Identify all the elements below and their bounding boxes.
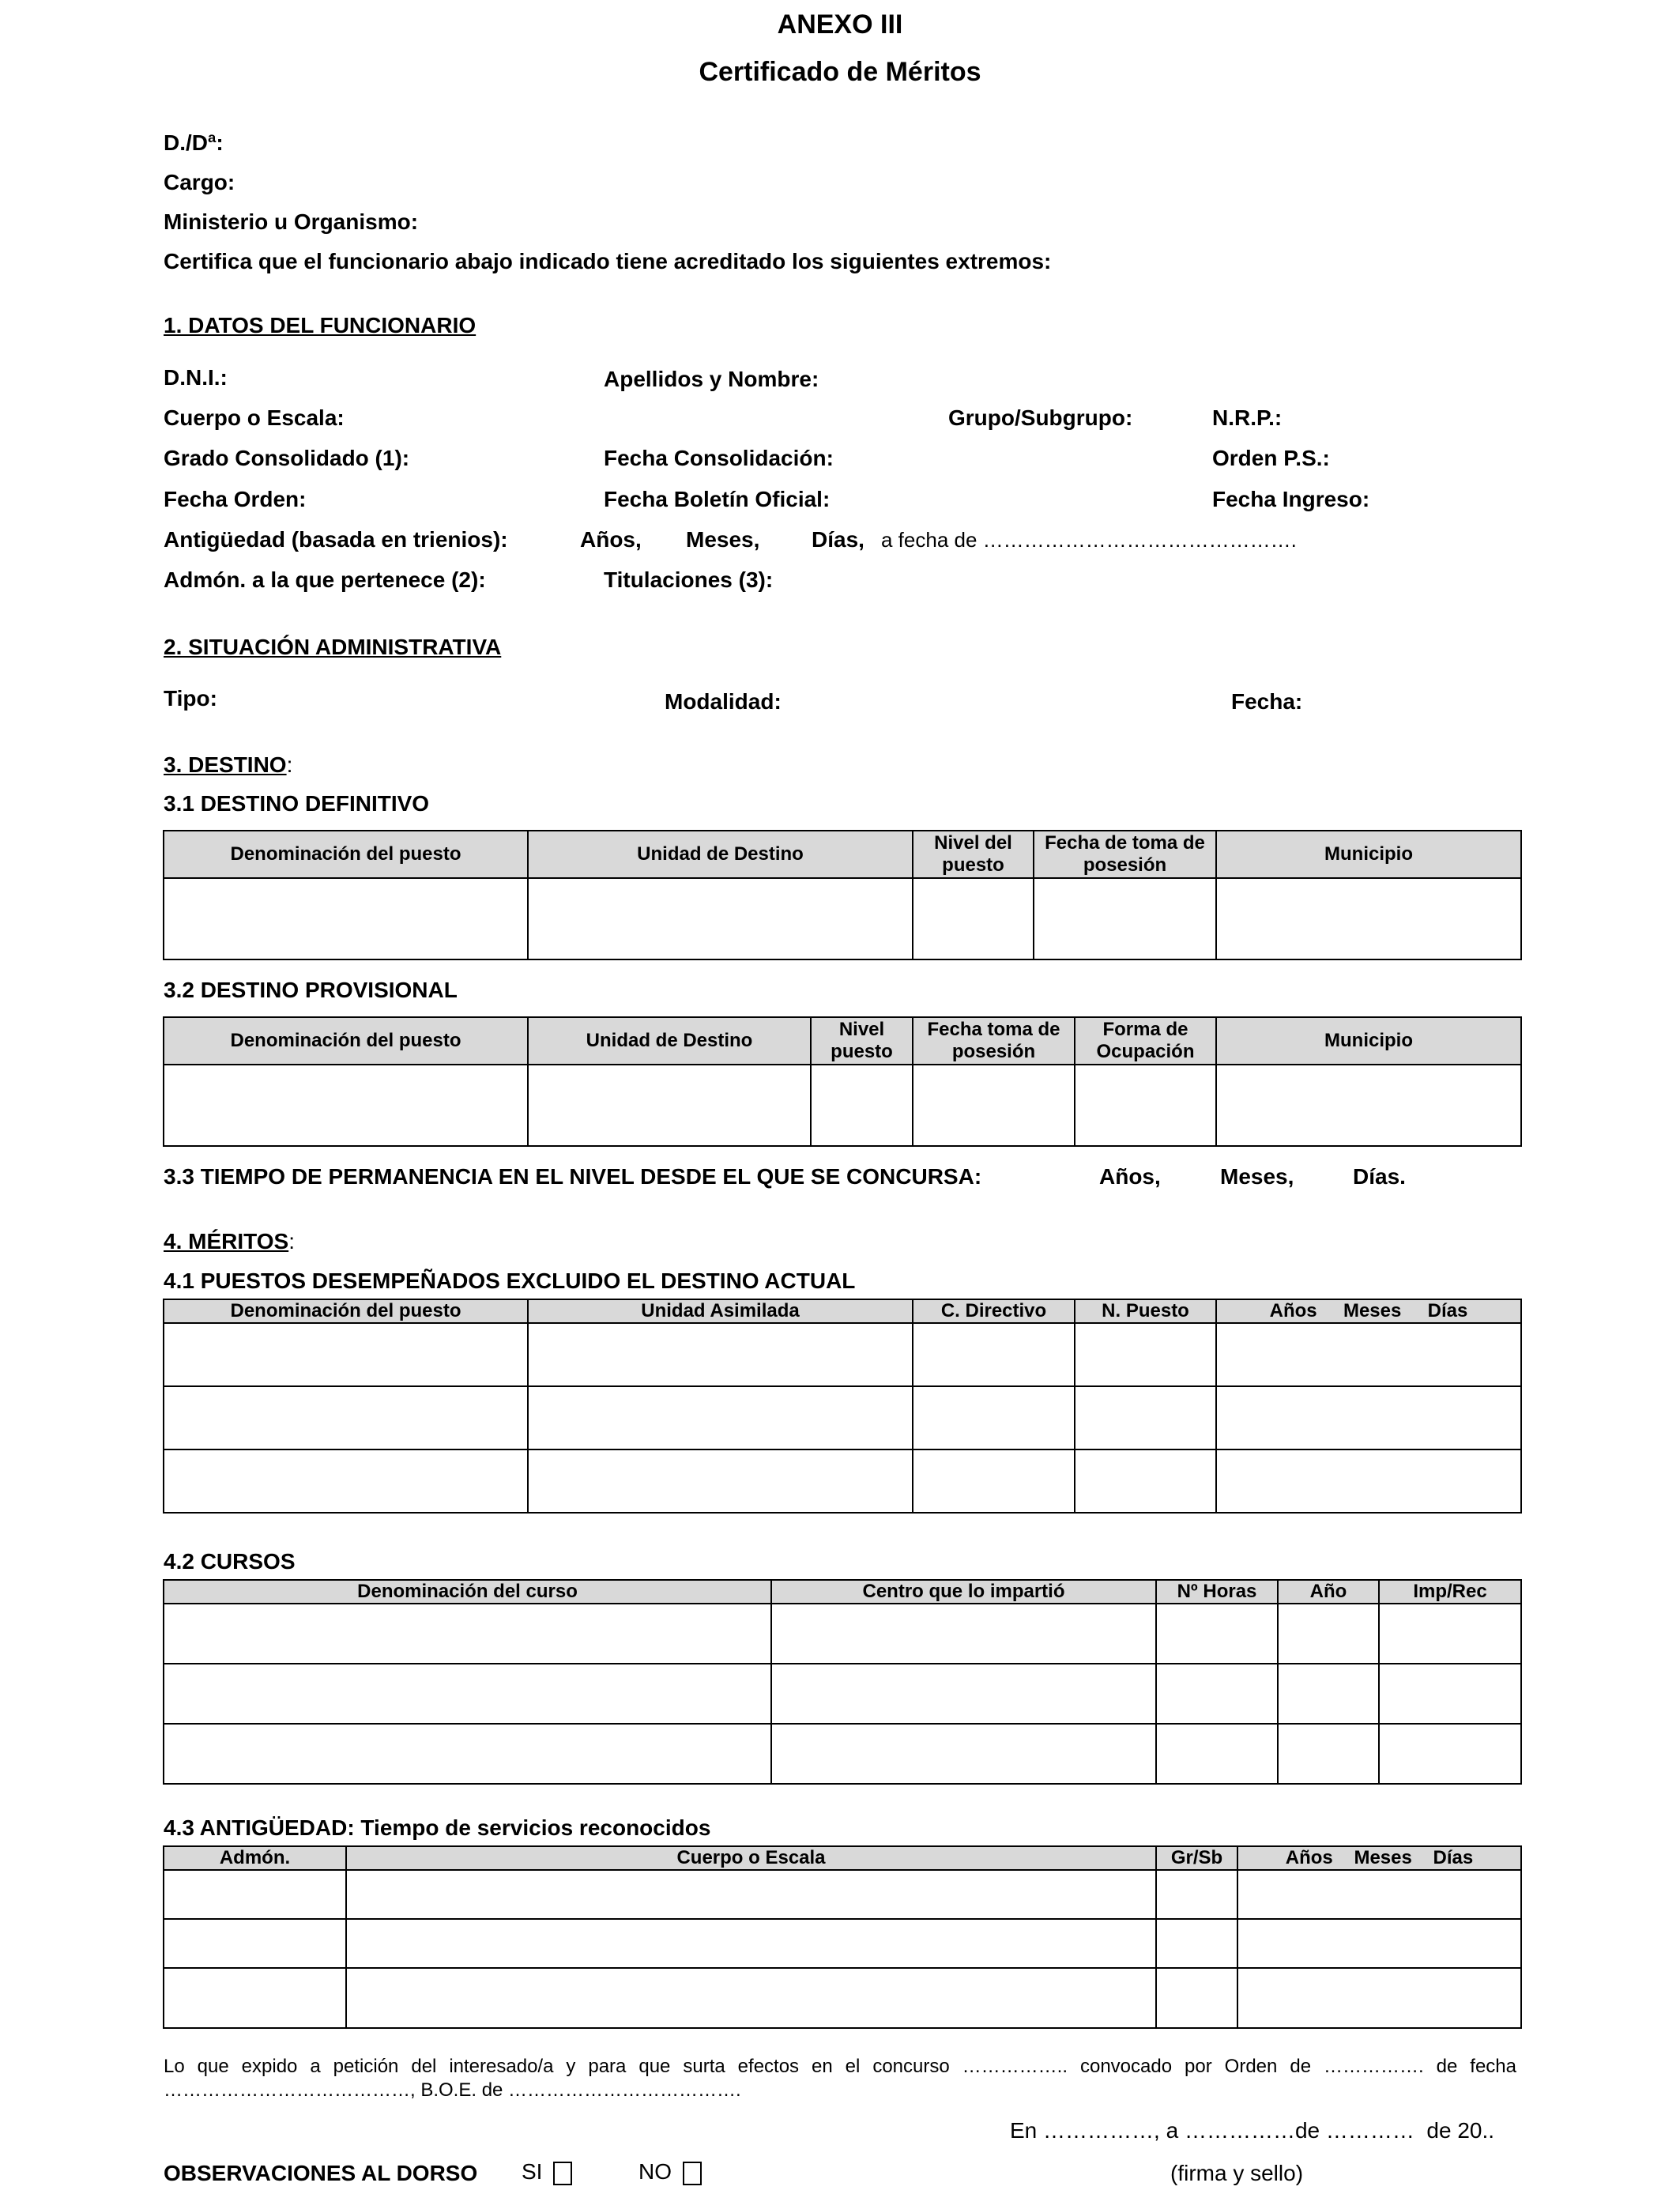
col-municipio: Municipio <box>1216 1017 1521 1065</box>
antiguedad-heading <box>164 1815 710 1841</box>
table-row[interactable] <box>164 1664 1521 1724</box>
a-fecha-de: a fecha de ………………………………………. <box>881 528 1297 552</box>
col-unidad-destino: Unidad de Destino <box>528 831 913 878</box>
cell[interactable] <box>913 878 1034 959</box>
destino-definitivo-table <box>163 830 1522 960</box>
cell[interactable] <box>1278 1664 1379 1724</box>
cell[interactable] <box>1216 1065 1521 1146</box>
col-anos-meses-dias: Años Meses Días <box>1237 1846 1521 1870</box>
antiguedad-dias: Días, <box>812 527 864 552</box>
table-row[interactable] <box>164 1968 1521 2028</box>
cell[interactable] <box>771 1724 1156 1784</box>
cell[interactable] <box>771 1664 1156 1724</box>
col-nivel: Nivel del puesto <box>913 831 1034 878</box>
dd-label: D./Dª: <box>164 130 224 155</box>
no-label: NO <box>638 2159 672 2184</box>
cell[interactable] <box>1156 1604 1278 1664</box>
cell[interactable] <box>1379 1664 1521 1724</box>
antiguedad-anos: Años, <box>580 527 642 552</box>
cell[interactable] <box>1379 1724 1521 1784</box>
col-ano: Año <box>1278 1580 1379 1604</box>
cell[interactable] <box>528 1065 811 1146</box>
table-row[interactable] <box>164 1724 1521 1784</box>
certification-paragraph: Lo que expido a petición del interesado/a y para que surta efectos en el concurso …………….. convocado por Orden de ……………. de fecha …………………………………, B.O.E. de ………………………………. <box>164 2056 1516 2101</box>
cell[interactable] <box>1237 1870 1521 1919</box>
destino-provisional-heading: 3.2 DESTINO PROVISIONAL <box>164 978 458 1002</box>
cell[interactable] <box>164 1065 528 1146</box>
antiguedad-label: Antigüedad (basada en trienios): <box>164 527 508 552</box>
col-imp-rec: Imp/Rec <box>1379 1580 1521 1604</box>
cell[interactable] <box>771 1604 1156 1664</box>
table-row[interactable] <box>164 1386 1521 1449</box>
cargo-label: Cargo: <box>164 170 235 194</box>
cell[interactable] <box>164 1664 771 1724</box>
permanencia-dias: Días. <box>1353 1164 1406 1189</box>
section-3-heading-text: 3. DESTINO <box>164 752 287 777</box>
cell[interactable] <box>1034 878 1216 959</box>
cell[interactable] <box>164 1604 771 1664</box>
col-gr-sb: Gr/Sb <box>1156 1846 1237 1870</box>
certifica-text: Certifica que el funcionario abajo indicado tiene acreditado los siguientes extremos: <box>164 249 1052 273</box>
cell[interactable] <box>1075 1449 1216 1513</box>
tiempo-permanencia-label: 3.3 TIEMPO DE PERMANENCIA EN EL NIVEL DESDE EL QUE SE CONCURSA: <box>164 1164 982 1189</box>
col-admon: Admón. <box>164 1846 346 1870</box>
antiguedad-heading-rest: Tiempo de servicios reconocidos <box>354 1815 711 1840</box>
table-row[interactable] <box>164 878 1521 959</box>
section-3-heading <box>164 752 292 778</box>
permanencia-meses: Meses, <box>1220 1164 1294 1189</box>
col-denominacion-curso: Denominación del curso <box>164 1580 771 1604</box>
nrp-label: N.R.P.: <box>1212 405 1283 430</box>
fecha-boletin-label: Fecha Boletín Oficial: <box>604 487 831 511</box>
cell[interactable] <box>1156 1968 1237 2028</box>
cell[interactable] <box>913 1065 1075 1146</box>
antiguedad-table <box>163 1845 1522 2029</box>
col-centro: Centro que lo impartió <box>771 1580 1156 1604</box>
cuerpo-label: Cuerpo o Escala: <box>164 405 345 430</box>
document-title: Certificado de Méritos <box>699 57 981 87</box>
col-cuerpo-escala: Cuerpo o Escala <box>346 1846 1156 1870</box>
observaciones-label: OBSERVACIONES AL DORSO <box>164 2161 478 2185</box>
cell[interactable] <box>164 1323 528 1386</box>
cell[interactable] <box>346 1968 1156 2028</box>
col-forma-ocupacion: Forma de Ocupación <box>1075 1017 1216 1065</box>
destino-definitivo-heading: 3.1 DESTINO DEFINITIVO <box>164 791 430 816</box>
table-row[interactable] <box>164 1870 1521 1919</box>
col-unidad-asimilada: Unidad Asimilada <box>528 1299 913 1323</box>
ministerio-label: Ministerio u Organismo: <box>164 209 419 234</box>
cell[interactable] <box>1278 1604 1379 1664</box>
modalidad-label: Modalidad: <box>665 689 782 714</box>
permanencia-anos: Años, <box>1099 1164 1161 1189</box>
cell[interactable] <box>164 1449 528 1513</box>
admon-label: Admón. a la que pertenece (2): <box>164 567 486 592</box>
cell[interactable] <box>1075 1323 1216 1386</box>
cell[interactable] <box>1278 1724 1379 1784</box>
cell[interactable] <box>346 1870 1156 1919</box>
col-denominacion: Denominación del puesto <box>164 1017 528 1065</box>
section-1-heading: 1. DATOS DEL FUNCIONARIO <box>164 313 477 337</box>
col-n-puesto: N. Puesto <box>1075 1299 1216 1323</box>
cell[interactable] <box>1156 1664 1278 1724</box>
firma-sello: (firma y sello) <box>1170 2161 1304 2185</box>
titulaciones-label: Titulaciones (3): <box>604 567 774 592</box>
cell[interactable] <box>1216 878 1521 959</box>
cell[interactable] <box>346 1919 1156 1968</box>
cell[interactable] <box>1156 1919 1237 1968</box>
cursos-table <box>163 1579 1522 1785</box>
cell[interactable] <box>913 1323 1075 1386</box>
no-option[interactable] <box>638 2159 702 2185</box>
destino-provisional-table <box>163 1016 1522 1147</box>
col-nivel: Nivel puesto <box>811 1017 913 1065</box>
cell[interactable] <box>913 1386 1075 1449</box>
annex-title: ANEXO III <box>777 9 903 40</box>
col-anos-meses-dias: Años Meses Días <box>1216 1299 1521 1323</box>
section-4-heading-text: 4. MÉRITOS <box>164 1229 289 1253</box>
cell[interactable] <box>913 1449 1075 1513</box>
col-denominacion: Denominación del puesto <box>164 831 528 878</box>
cell[interactable] <box>1075 1386 1216 1449</box>
si-checkbox[interactable] <box>553 2162 572 2185</box>
col-unidad-destino: Unidad de Destino <box>528 1017 811 1065</box>
cell[interactable] <box>1379 1604 1521 1664</box>
col-denominacion: Denominación del puesto <box>164 1299 528 1323</box>
table-row[interactable] <box>164 1919 1521 1968</box>
cell[interactable] <box>164 1919 346 1968</box>
apellidos-label: Apellidos y Nombre: <box>604 367 819 391</box>
cell[interactable] <box>164 878 528 959</box>
cell[interactable] <box>528 1386 913 1449</box>
section-2-heading: 2. SITUACIÓN ADMINISTRATIVA <box>164 635 502 659</box>
cell[interactable] <box>811 1065 913 1146</box>
section-3-heading-colon: : <box>286 752 293 777</box>
si-option[interactable] <box>522 2159 572 2185</box>
grupo-label: Grupo/Subgrupo: <box>948 405 1133 430</box>
tipo-label: Tipo: <box>164 686 217 711</box>
fecha-consolidacion-label: Fecha Consolidación: <box>604 446 834 470</box>
cell[interactable] <box>528 1449 913 1513</box>
puestos-desempenados-heading: 4.1 PUESTOS DESEMPEÑADOS EXCLUIDO EL DESTINO ACTUAL <box>164 1269 856 1293</box>
orden-ps-label: Orden P.S.: <box>1212 446 1330 470</box>
no-checkbox[interactable] <box>683 2162 702 2185</box>
col-municipio: Municipio <box>1216 831 1521 878</box>
section-4-heading <box>164 1229 295 1254</box>
section-4-heading-colon: : <box>288 1229 295 1253</box>
grado-label: Grado Consolidado (1): <box>164 446 410 470</box>
cell[interactable] <box>528 1323 913 1386</box>
antiguedad-meses: Meses, <box>686 527 760 552</box>
cell[interactable] <box>164 1870 346 1919</box>
cell[interactable] <box>164 1386 528 1449</box>
cell[interactable] <box>1216 1323 1521 1386</box>
cell[interactable] <box>1216 1449 1521 1513</box>
fecha-orden-label: Fecha Orden: <box>164 487 307 511</box>
cell[interactable] <box>1156 1724 1278 1784</box>
dni-label: D.N.I.: <box>164 365 228 390</box>
cell[interactable] <box>1237 1968 1521 2028</box>
cell[interactable] <box>1237 1919 1521 1968</box>
col-horas: Nº Horas <box>1156 1580 1278 1604</box>
cell[interactable] <box>528 878 913 959</box>
table-row[interactable] <box>164 1065 1521 1146</box>
cell[interactable] <box>1075 1065 1216 1146</box>
fecha-ingreso-label: Fecha Ingreso: <box>1212 487 1370 511</box>
cell[interactable] <box>1156 1870 1237 1919</box>
lugar-fecha: En ……………, a ……………de ………… de 20.. <box>1010 2118 1495 2143</box>
si-label: SI <box>522 2159 543 2184</box>
table-row[interactable] <box>164 1604 1521 1664</box>
cell[interactable] <box>1216 1386 1521 1449</box>
antiguedad-heading-bold: 4.3 ANTIGÜEDAD: <box>164 1815 355 1840</box>
cell[interactable] <box>164 1968 346 2028</box>
cursos-heading: 4.2 CURSOS <box>164 1549 296 1574</box>
table-row[interactable] <box>164 1323 1521 1386</box>
col-fecha-toma: Fecha de toma de posesión <box>1034 831 1216 878</box>
puestos-desempenados-table <box>163 1299 1522 1514</box>
cell[interactable] <box>164 1724 771 1784</box>
col-c-directivo: C. Directivo <box>913 1299 1075 1323</box>
col-fecha-toma: Fecha toma de posesión <box>913 1017 1075 1065</box>
fecha-label: Fecha: <box>1231 689 1303 714</box>
table-row[interactable] <box>164 1449 1521 1513</box>
